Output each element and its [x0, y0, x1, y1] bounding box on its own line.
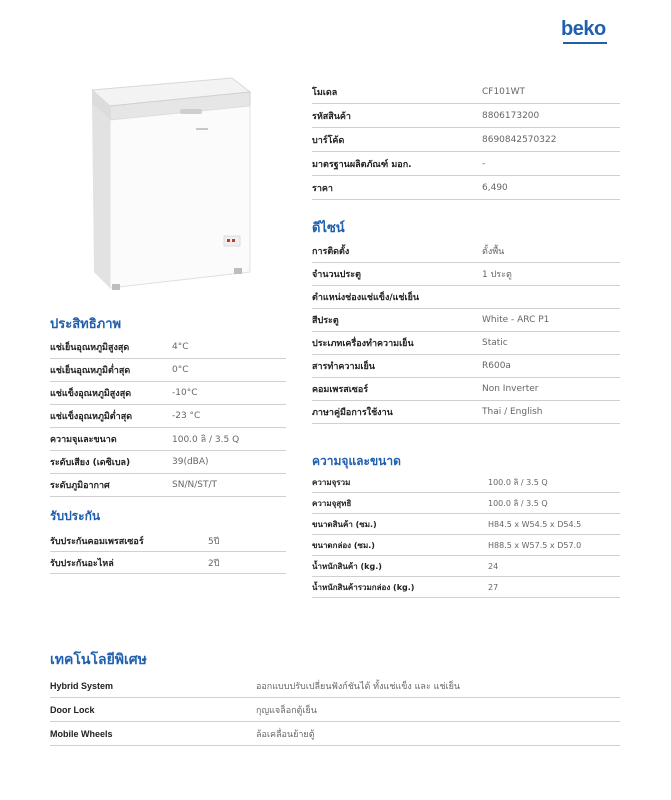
table-row [312, 355, 620, 378]
row-label: ขนาดสินค้า (ซม.) [312, 519, 377, 529]
table-row [312, 80, 620, 104]
row-value: 24 [488, 561, 499, 571]
table-row [312, 176, 620, 200]
row-label: คอมเพรสเซอร์ [312, 385, 369, 395]
table-row [50, 382, 286, 405]
table-row [312, 535, 620, 556]
row-value: -10°C [172, 388, 198, 398]
row-value: 6,490 [482, 182, 508, 193]
row-label: ราคา [312, 183, 333, 194]
table-row [50, 530, 286, 552]
row-value: กุญแจล็อกตู้เย็น [256, 705, 317, 716]
table-row [50, 336, 286, 359]
table-row [312, 332, 620, 355]
row-label: Hybrid System [50, 680, 114, 691]
table-row [50, 552, 286, 574]
row-label: ขนาดกล่อง (ซม.) [312, 540, 375, 550]
row-value: White - ARC P1 [482, 315, 550, 325]
row-label: ความจุและขนาด [50, 435, 117, 445]
table-row [312, 263, 620, 286]
row-label: ภาษาคู่มือการใช้งาน [312, 408, 393, 418]
row-value: -23 °C [172, 411, 201, 421]
table-row [50, 359, 286, 382]
table-row [50, 428, 286, 451]
row-label: การติดตั้ง [312, 247, 350, 257]
chest-freezer-image [84, 76, 254, 296]
row-value: 8690842570322 [482, 134, 557, 145]
row-label: โมเดล [312, 87, 338, 98]
row-label: สารทำความเย็น [312, 362, 375, 372]
capacity-section-title: ความจุและขนาด [312, 454, 401, 468]
technology-section-title: เทคโนโลยีพิเศษ [50, 652, 147, 668]
row-label: ระดับเสียง (เดซิเบล) [50, 458, 131, 468]
row-value: ล้อเคลื่อนย้ายตู้ [256, 729, 315, 740]
row-value: 1 ประตู [482, 270, 512, 280]
warranty-section-title: รับประกัน [50, 509, 101, 523]
row-label: รับประกันอะไหล่ [50, 558, 114, 569]
row-label: ประเภทเครื่องทำความเย็น [312, 339, 414, 349]
row-value: 4°C [172, 342, 189, 352]
table-row [50, 451, 286, 474]
table-row [50, 698, 620, 722]
technology-table [50, 674, 620, 746]
model-info-table [312, 80, 620, 200]
row-label: น้ำหนักสินค้ารวมกล่อง (kg.) [312, 582, 415, 592]
row-label: ความจุสุทธิ [312, 498, 352, 508]
row-value: Static [482, 338, 508, 348]
row-label: สีประตู [312, 316, 339, 326]
table-row [312, 577, 620, 598]
table-row [312, 378, 620, 401]
row-label: ตำแหน่งช่องแช่แข็ง/แช่เย็น [312, 293, 420, 303]
warranty-table [50, 530, 286, 574]
table-row [50, 474, 286, 497]
table-row [312, 152, 620, 176]
row-value: 27 [488, 582, 499, 592]
row-value: 8806173200 [482, 110, 540, 121]
table-row [50, 722, 620, 746]
row-value: 5ปี [208, 536, 220, 547]
row-value: H84.5 x W54.5 x D54.5 [488, 519, 582, 529]
row-label: แช่แข็งอุณหภูมิสูงสุด [50, 389, 132, 399]
table-row [50, 674, 620, 698]
row-label: แช่แข็งอุณหภูมิต่ำสุด [50, 412, 133, 422]
row-value: 0°C [172, 365, 189, 375]
row-value: 100.0 ลิ / 3.5 Q [488, 498, 548, 508]
row-label: น้ำหนักสินค้า (kg.) [312, 561, 382, 571]
row-value: ตั้งพื้น [482, 247, 505, 257]
row-label: ระดับภูมิอากาศ [50, 481, 110, 491]
design-table [312, 240, 620, 424]
row-value: 100.0 ลิ / 3.5 Q [488, 477, 548, 487]
brand-logo-underline [563, 42, 607, 44]
row-value: 100.0 ลิ / 3.5 Q [172, 435, 240, 445]
row-label: มาตรฐานผลิตภัณฑ์ มอก. [312, 159, 412, 170]
table-row [312, 493, 620, 514]
table-row [312, 240, 620, 263]
row-label: Mobile Wheels [50, 728, 113, 739]
row-value: CF101WT [482, 86, 526, 97]
table-row [50, 405, 286, 428]
performance-section-title: ประสิทธิภาพ [50, 317, 122, 332]
row-label: แช่เย็นอุณหภูมิต่ำสุด [50, 366, 131, 376]
row-value: R600a [482, 361, 511, 371]
row-value: ออกแบบปรับเปลี่ยนฟังก์ชันได้ ทั้งแช่แข็ง และ แช่เย็น [256, 681, 461, 692]
row-label: รับประกันคอมเพรสเซอร์ [50, 536, 144, 547]
table-row [312, 309, 620, 332]
row-value: SN/N/ST/T [172, 480, 217, 490]
table-row [312, 472, 620, 493]
design-section-title: ดีไซน์ [312, 221, 345, 236]
table-row [312, 286, 620, 309]
table-row [312, 401, 620, 424]
row-label: จำนวนประตู [312, 270, 361, 280]
row-label: ความจุรวม [312, 477, 351, 487]
table-row [312, 128, 620, 152]
row-value: - [482, 158, 486, 169]
row-value: 2ปี [208, 558, 220, 569]
row-label: แช่เย็นอุณหภูมิสูงสุด [50, 343, 130, 353]
row-value: Non Inverter [482, 384, 539, 394]
performance-table [50, 336, 286, 497]
row-label: บาร์โค้ด [312, 135, 345, 146]
capacity-table [312, 472, 620, 598]
table-row [312, 514, 620, 535]
table-row [312, 556, 620, 577]
row-value: H88.5 x W57.5 x D57.0 [488, 540, 582, 550]
table-row [312, 104, 620, 128]
row-label: Door Lock [50, 704, 95, 715]
row-label: รหัสสินค้า [312, 111, 351, 122]
row-value: 39(dBA) [172, 457, 209, 467]
row-value: Thai / English [482, 407, 543, 417]
brand-logo: beko [561, 18, 606, 40]
